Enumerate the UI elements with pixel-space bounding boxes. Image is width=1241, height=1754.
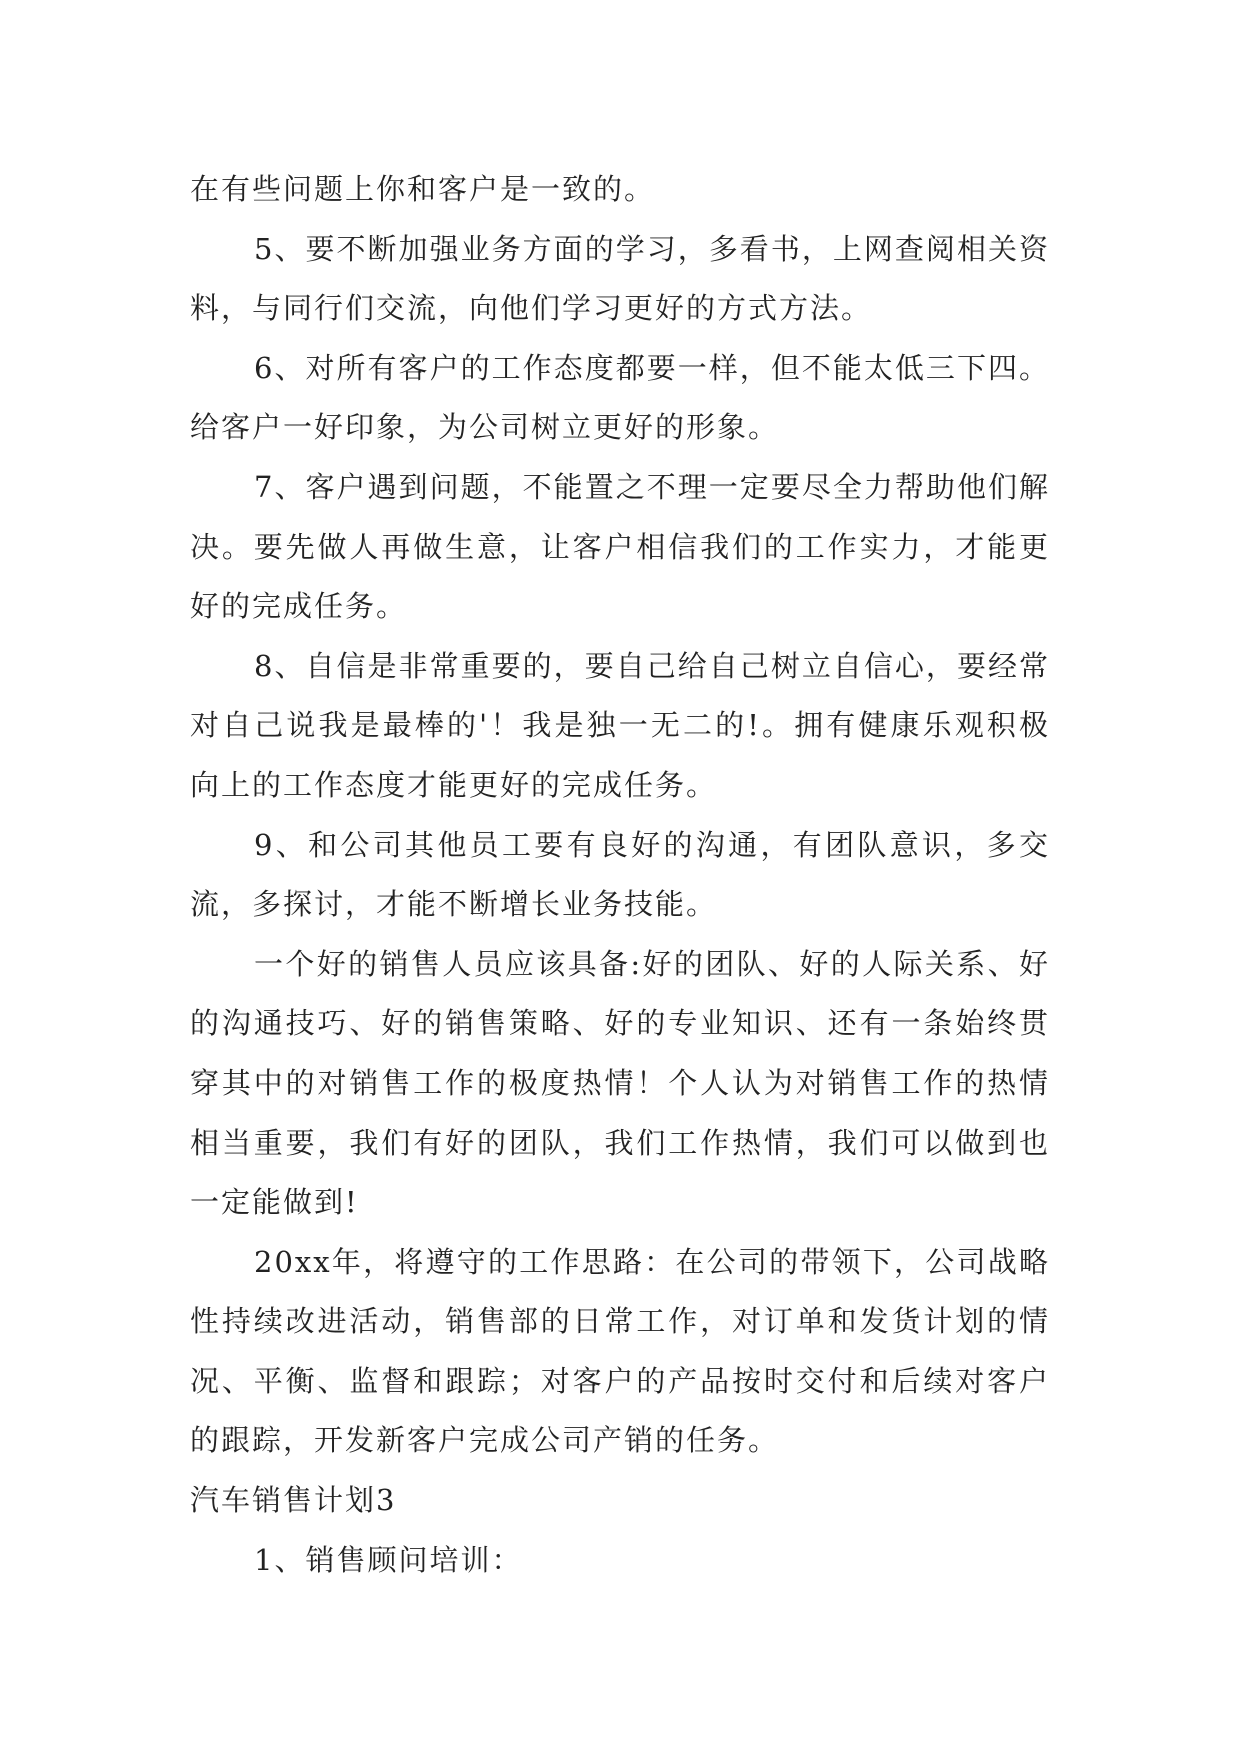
paragraph-item-8: 8、自信是非常重要的，要自己给自己树立自信心，要经常对自己说我是最棒的'！我是独一无二的!。拥有健康乐观积极向上的工作态度才能更好的完成任务。	[190, 648, 1050, 802]
list-item-training: 1、销售顾问培训：	[254, 1542, 523, 1577]
paragraph-sales-qualities: 一个好的销售人员应该具备:好的团队、好的人际关系、好的沟通技巧、好的销售策略、好的专业知识、还有一条始终贯穿其中的对销售工作的极度热情！个人认为对销售工作的热情相当重要，我们有好的团队，我们工作热情，我们可以做到也一定能做到!	[190, 946, 1050, 1220]
paragraph-work-plan: 20xx年，将遵守的工作思路：在公司的带领下，公司战略性持续改进活动，销售部的日常工作，对订单和发货计划的情况、平衡、监督和跟踪；对客户的产品按时交付和后续对客户的跟踪，开发新客户完成公司产销的任务。	[190, 1244, 1050, 1458]
paragraph-item-5: 5、要不断加强业务方面的学习，多看书，上网查阅相关资料，与同行们交流，向他们学习更好的方式方法。	[190, 231, 1050, 326]
paragraph-continuation: 在有些问题上你和客户是一致的。	[190, 172, 656, 206]
paragraph-item-9: 9、和公司其他员工要有良好的沟通，有团队意识，多交流，多探讨，才能不断增长业务技能。	[190, 827, 1050, 922]
document-body	[190, 160, 1050, 1590]
section-title: 汽车销售计划3	[190, 1483, 397, 1518]
paragraph-item-6: 6、对所有客户的工作态度都要一样，但不能太低三下四。给客户一好印象，为公司树立更好的形象。	[190, 350, 1050, 445]
paragraph-item-7: 7、客户遇到问题，不能置之不理一定要尽全力帮助他们解决。要先做人再做生意，让客户相信我们的工作实力，才能更好的完成任务。	[190, 469, 1050, 624]
